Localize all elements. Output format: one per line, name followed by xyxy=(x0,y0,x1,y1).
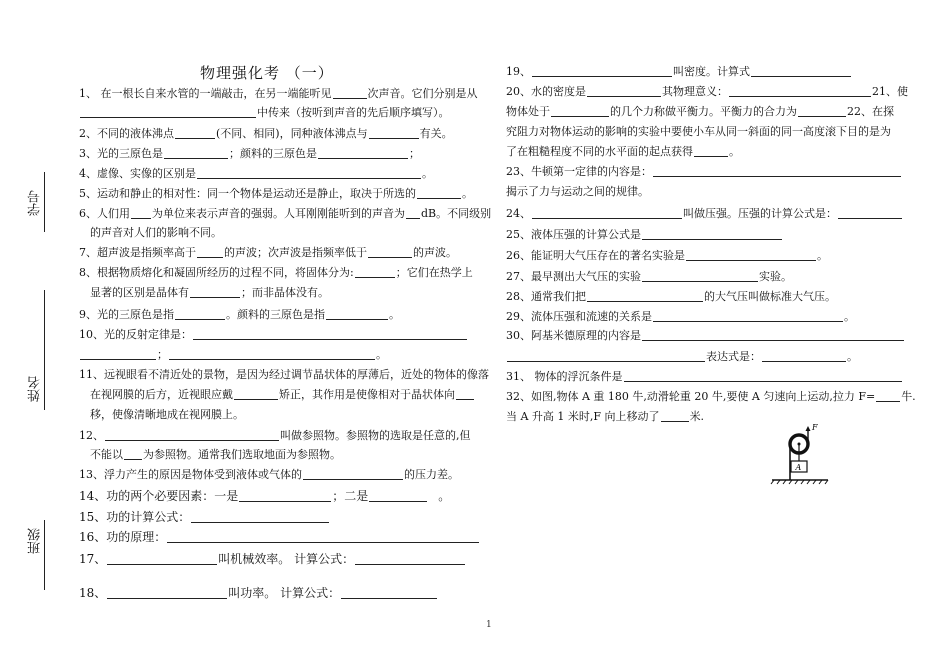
question-13: 13、浮力产生的原因是物体受到液体或气体的 的压力差。 xyxy=(79,468,459,481)
student-number-label: 学号 xyxy=(28,190,43,216)
question-12: 12、 叫做参照物。参照物的选取是任意的,但 xyxy=(79,429,471,442)
question-22: 究阻力对物体运动的影响的实验中要使小车从同一斜面的同一高度滚下目的是为 xyxy=(506,125,891,138)
question-10: 10、光的反射定律是： xyxy=(79,327,468,344)
question-24: 24、 叫做压强。压强的计算公式是： xyxy=(506,206,903,223)
question-29: 29、流体压强和流速的关系是 。 xyxy=(506,310,855,323)
class-line xyxy=(44,520,45,590)
question-1: 1、 在一根长自来水管的一端敲击，在另一端能听见 次声音。它们分别是从 xyxy=(79,87,478,100)
page-number: 1 xyxy=(486,620,492,630)
force-arrow-icon xyxy=(806,426,811,431)
page-title: 物理强化考 （一） xyxy=(200,64,334,82)
question-15: 15、功的计算公式： xyxy=(79,508,330,526)
question-17: 17、 叫机械效率。 计算公式： xyxy=(79,550,466,568)
question-5: 5、运动和静止的相对性：同一个物体是运动还是静止，取决于所选的 。 xyxy=(79,187,473,200)
question-21: 物体处于 的几个力称做平衡力。平衡力的合力为 22、在探 xyxy=(506,105,894,118)
question-23-cont: 揭示了力与运动之间的规律。 xyxy=(506,185,649,198)
question-32: 32、如图,物体 A 重 180 牛,动滑轮重 20 牛,要使 A 匀速向上运动,拉力 F= 牛. xyxy=(506,390,916,403)
question-11-cont: 在视网膜的后方，近视眼应戴 矫正，其作用是使像相对于晶状体向 xyxy=(79,387,475,404)
question-30-cont: 表达式是： 。 xyxy=(506,349,858,366)
question-26: 26、能证明大气压存在的著名实验是 。 xyxy=(506,249,828,262)
question-6-cont: 的声音对人们的影响不同。 xyxy=(90,226,222,239)
question-8-cont: 显著的区别是晶体有 ；而非晶体没有。 xyxy=(90,286,329,299)
pulley-diagram xyxy=(768,422,832,486)
name-label: 姓名 xyxy=(28,376,43,402)
question-20: 20、水的密度是 其物理意义： 21、使 xyxy=(506,85,908,98)
question-25: 25、液体压强的计算公式是 xyxy=(506,227,783,244)
question-30: 30、阿基米德原理的内容是 xyxy=(506,328,905,345)
question-11-cont2: 移，使像清晰地成在视网膜上。 xyxy=(90,408,244,421)
question-8: 8、根据物质熔化和凝固所经历的过程不同，将固体分为: ；它们在热学上 xyxy=(79,266,473,279)
question-18: 18、 叫功率。 计算公式： xyxy=(79,584,438,602)
question-16: 16、功的原理： xyxy=(79,528,480,546)
question-23: 23、牛顿第一定律的内容是： xyxy=(506,164,902,181)
class-label: 班级 xyxy=(28,528,43,554)
question-12-cont: 不能以 为参照物。通常我们选取地面为参照物。 xyxy=(90,448,341,461)
question-10-cont: ； 。 xyxy=(79,347,387,364)
question-14: 14、功的两个必要因素：一是 ；二是 。 xyxy=(79,489,451,503)
question-32-cont: 当 A 升高 1 米时,F 向上移动了 米. xyxy=(506,410,705,423)
question-31: 31、 物体的浮沉条件是 xyxy=(506,369,903,386)
question-7: 7、超声波是指频率高于 的声波；次声波是指频率低于 的声波。 xyxy=(79,246,457,259)
question-4: 4、虚像、实像的区别是 。 xyxy=(79,167,433,180)
student-number-line xyxy=(44,172,45,232)
question-19: 19、 叫密度。计算式 xyxy=(506,64,852,81)
question-28: 28、通常我们把 的大气压叫做标准大气压。 xyxy=(506,290,836,303)
question-9: 9、光的三原色是指 。颜料的三原色是指 。 xyxy=(79,308,400,321)
question-1-cont: 中传来（按听到声音的先后顺序填写）。 xyxy=(79,105,450,122)
name-line xyxy=(44,290,45,410)
question-22-cont: 了在粗糙程度不同的水平面的起点获得 。 xyxy=(506,145,740,158)
question-3: 3、光的三原色是 ；颜料的三原色是 ； xyxy=(79,147,420,160)
question-27: 27、最早测出大气压的实验 实验。 xyxy=(506,270,792,283)
question-11: 11、远视眼看不清近处的景物，是因为经过调节晶状体的厚薄后，近处的物体的像落 xyxy=(79,368,489,381)
question-2: 2、不同的液体沸点 (不同、相同)，同种液体沸点与 有关。 xyxy=(79,127,453,140)
label-f: F xyxy=(812,423,818,432)
label-a: A xyxy=(795,463,802,472)
question-6: 6、人们用 为单位来表示声音的强弱。人耳刚刚能听到的声音为 dB。不同级别 xyxy=(79,207,492,220)
